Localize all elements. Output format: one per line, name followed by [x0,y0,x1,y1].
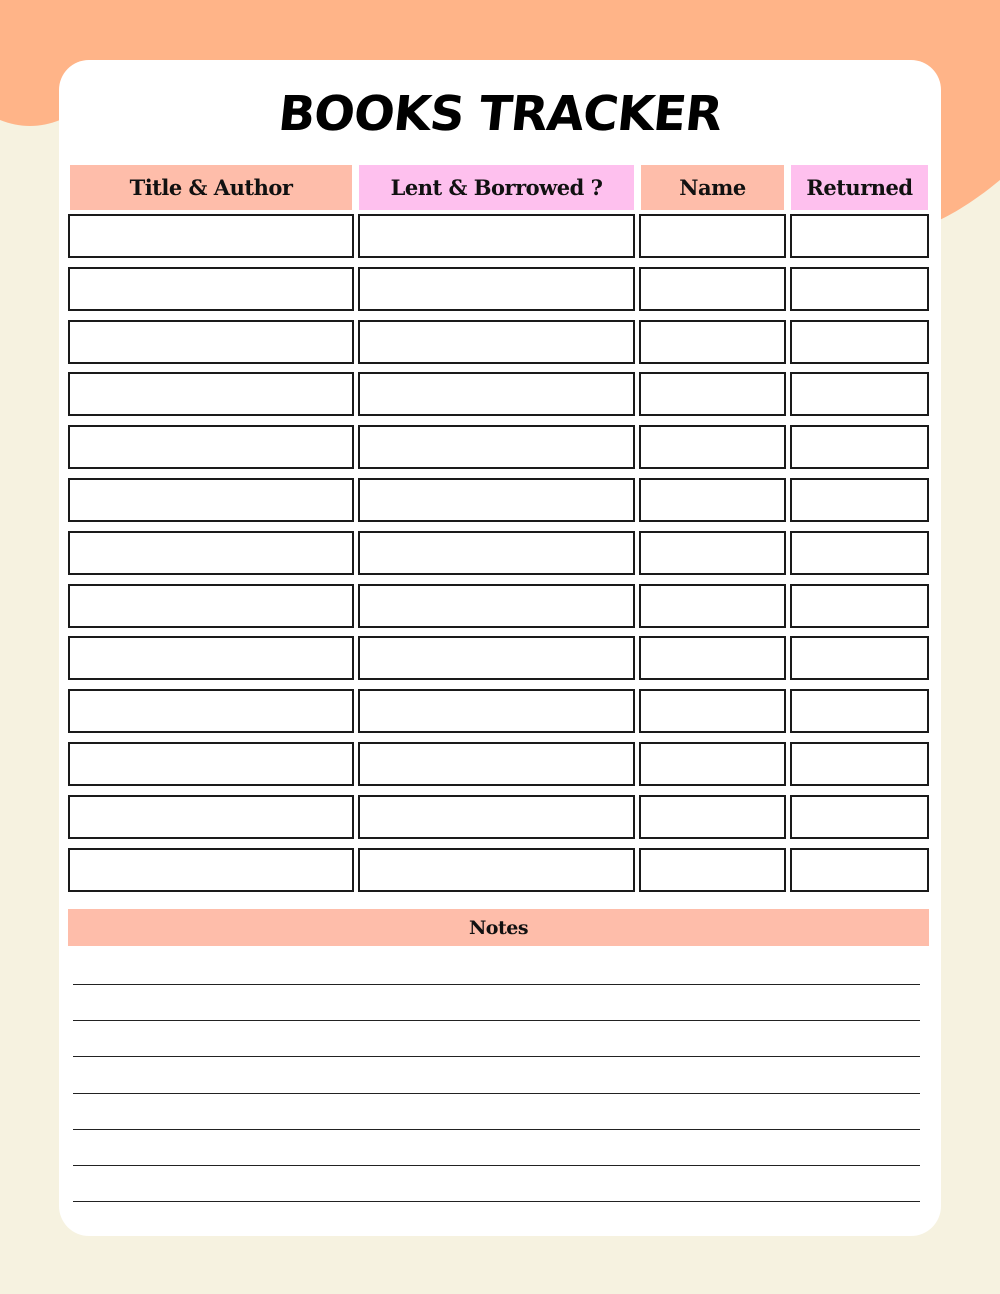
notes-line[interactable] [73,1165,920,1166]
notes-line[interactable] [73,1056,920,1057]
cell-lent-borrowed[interactable] [358,742,635,786]
cell-lent-borrowed[interactable] [358,372,635,416]
cell-name[interactable] [639,372,786,416]
cell-title-author[interactable] [68,584,354,628]
cell-lent-borrowed[interactable] [358,320,635,364]
cell-name[interactable] [639,267,786,311]
cell-returned[interactable] [790,584,929,628]
cell-name[interactable] [639,689,786,733]
cell-name[interactable] [639,531,786,575]
cell-name[interactable] [639,848,786,892]
cell-returned[interactable] [790,689,929,733]
cell-returned[interactable] [790,372,929,416]
column-header-title-author: Title & Author [70,165,352,210]
cell-title-author[interactable] [68,372,354,416]
cell-lent-borrowed[interactable] [358,267,635,311]
cell-returned[interactable] [790,320,929,364]
cell-lent-borrowed[interactable] [358,531,635,575]
cell-returned[interactable] [790,742,929,786]
cell-title-author[interactable] [68,795,354,839]
cell-lent-borrowed[interactable] [358,425,635,469]
cell-returned[interactable] [790,478,929,522]
cell-lent-borrowed[interactable] [358,214,635,258]
cell-title-author[interactable] [68,214,354,258]
column-header-lent-borrowed: Lent & Borrowed ? [359,165,634,210]
cell-returned[interactable] [790,214,929,258]
cell-name[interactable] [639,425,786,469]
cell-title-author[interactable] [68,425,354,469]
cell-returned[interactable] [790,636,929,680]
cell-name[interactable] [639,214,786,258]
cell-lent-borrowed[interactable] [358,636,635,680]
cell-returned[interactable] [790,848,929,892]
cell-returned[interactable] [790,795,929,839]
notes-line[interactable] [73,984,920,985]
cell-name[interactable] [639,636,786,680]
page-title: BOOKS TRACKER [275,86,725,142]
cell-title-author[interactable] [68,848,354,892]
cell-lent-borrowed[interactable] [358,848,635,892]
cell-name[interactable] [639,320,786,364]
cell-title-author[interactable] [68,689,354,733]
cell-returned[interactable] [790,267,929,311]
notes-header: Notes [68,909,929,946]
cell-title-author[interactable] [68,742,354,786]
cell-title-author[interactable] [68,636,354,680]
cell-returned[interactable] [790,531,929,575]
cell-title-author[interactable] [68,531,354,575]
cell-name[interactable] [639,584,786,628]
cell-lent-borrowed[interactable] [358,689,635,733]
notes-line[interactable] [73,1093,920,1094]
cell-lent-borrowed[interactable] [358,478,635,522]
cell-lent-borrowed[interactable] [358,584,635,628]
notes-line[interactable] [73,1129,920,1130]
cell-title-author[interactable] [68,478,354,522]
cell-title-author[interactable] [68,267,354,311]
cell-name[interactable] [639,742,786,786]
column-header-name: Name [641,165,784,210]
column-header-returned: Returned [791,165,928,210]
cell-name[interactable] [639,478,786,522]
cell-name[interactable] [639,795,786,839]
cell-lent-borrowed[interactable] [358,795,635,839]
cell-title-author[interactable] [68,320,354,364]
notes-line[interactable] [73,1201,920,1202]
notes-line[interactable] [73,1020,920,1021]
cell-returned[interactable] [790,425,929,469]
